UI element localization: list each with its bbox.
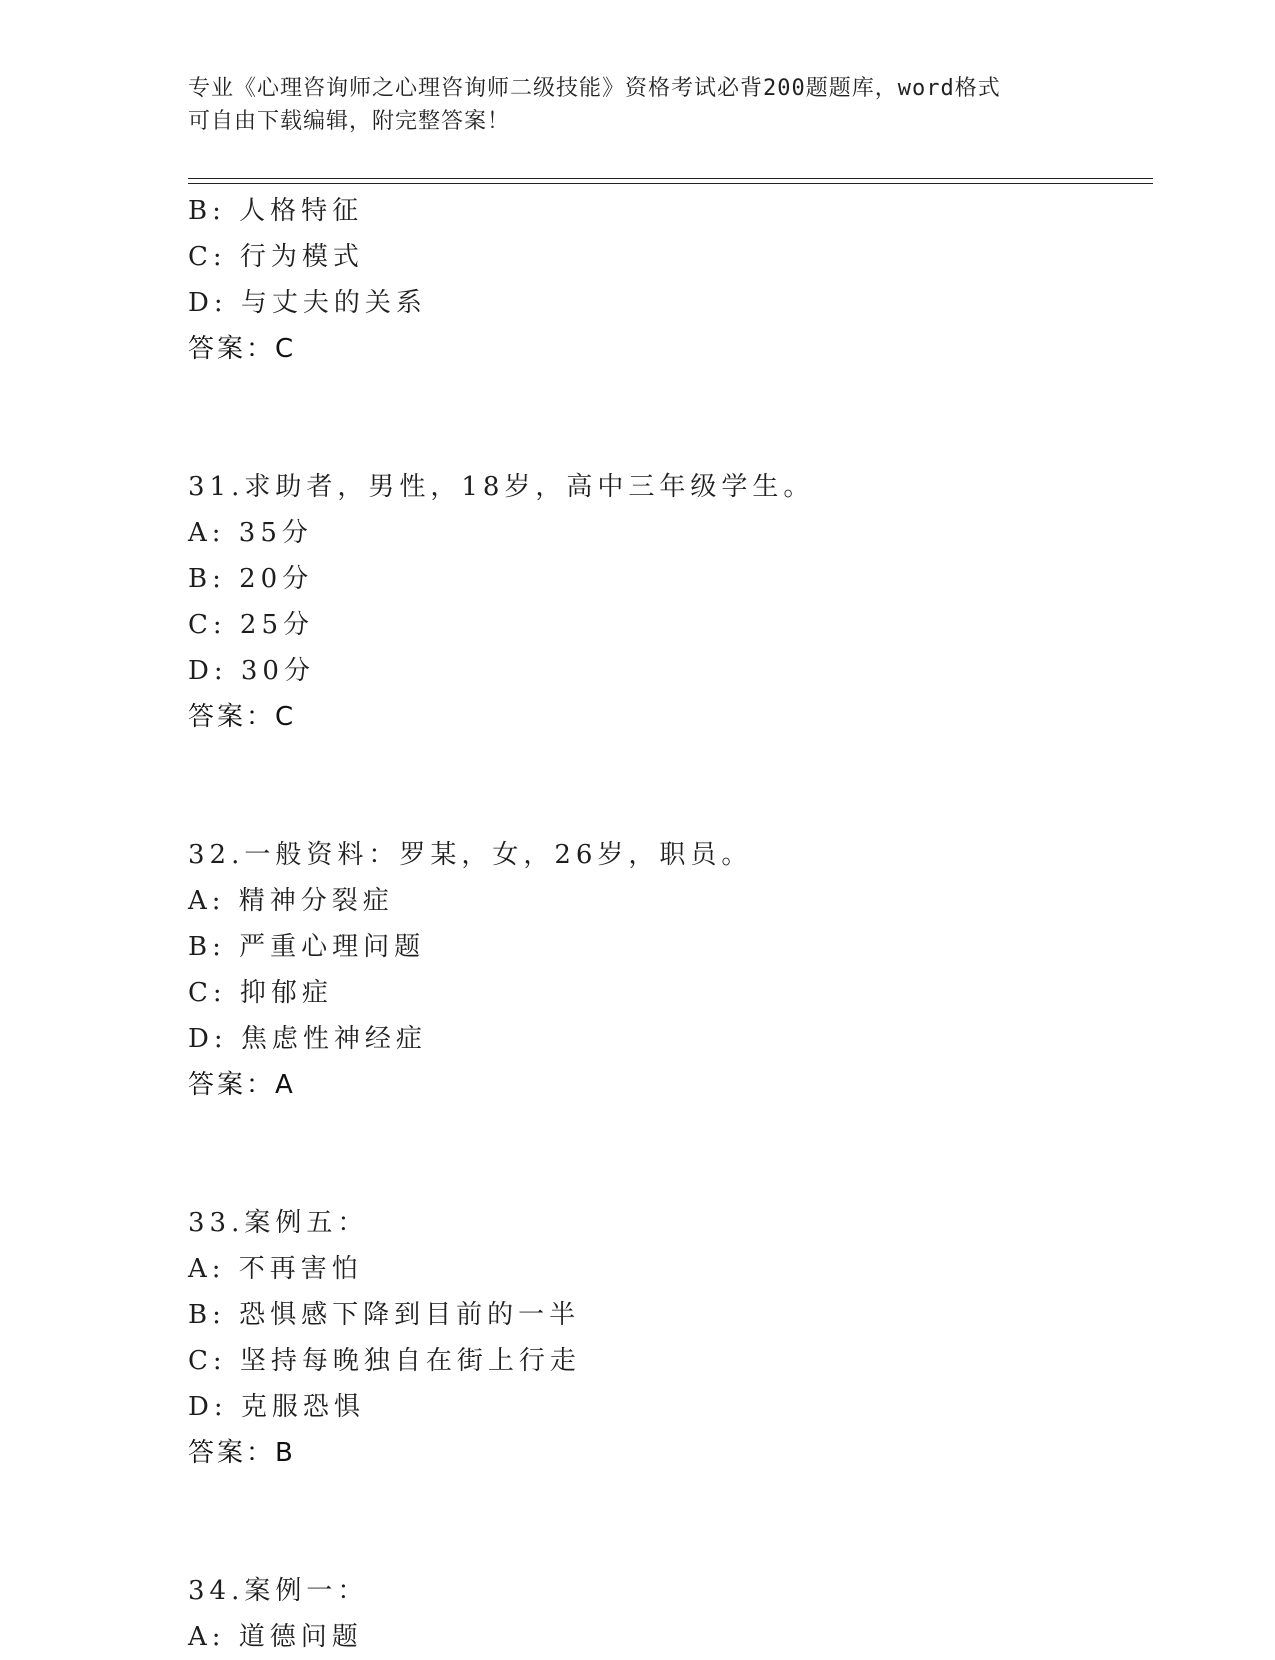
header-divider-top — [188, 178, 1153, 179]
header-line-1: 专业《心理咨询师之心理咨询师二级技能》资格考试必背200题题库，word格式 — [188, 76, 1001, 101]
option-c: C: 坚持每晚独自在街上行走 — [188, 1346, 581, 1376]
question-text: 32.一般资料：罗某，女，26岁，职员。 — [188, 840, 753, 870]
question-block-32 — [188, 832, 1153, 1108]
question-text: 31.求助者，男性，18岁，高中三年级学生。 — [188, 472, 815, 502]
question-text: 33.案例五： — [188, 1208, 369, 1238]
question-block-31 — [188, 464, 1153, 740]
question-block-33 — [188, 1200, 1153, 1476]
option-d: D: 焦虑性神经症 — [188, 1024, 427, 1054]
header-line-2: 可自由下载编辑，附完整答案！ — [188, 109, 511, 134]
document-header — [188, 72, 1088, 138]
question-text: 34.案例一： — [188, 1576, 369, 1606]
option-a: A: 不再害怕 — [188, 1254, 363, 1284]
option-a: A: 35分 — [188, 518, 313, 548]
header-divider-bottom — [188, 183, 1153, 184]
answer-line: 答案：B — [188, 1438, 296, 1468]
answer-line: 答案：A — [188, 1070, 296, 1100]
option-a: A: 精神分裂症 — [188, 886, 394, 916]
question-block-34 — [188, 1568, 1153, 1660]
option-c: C: 抑郁症 — [188, 978, 333, 1008]
question-list — [188, 188, 1153, 1660]
option-b: B: 严重心理问题 — [188, 932, 426, 962]
option-c: C: 行为模式 — [188, 242, 364, 272]
option-a: A: 道德问题 — [188, 1622, 363, 1652]
answer-line: 答案：C — [188, 702, 297, 732]
option-b: B: 20分 — [188, 564, 314, 594]
option-d: D: 与丈夫的关系 — [188, 288, 427, 318]
option-d: D: 克服恐惧 — [188, 1392, 365, 1422]
option-c: C: 25分 — [188, 610, 315, 640]
option-b: B: 人格特征 — [188, 196, 364, 226]
answer-line: 答案：C — [188, 334, 297, 364]
option-d: D: 30分 — [188, 656, 315, 686]
question-block-30 — [188, 188, 1153, 372]
option-b: B: 恐惧感下降到目前的一半 — [188, 1300, 581, 1330]
